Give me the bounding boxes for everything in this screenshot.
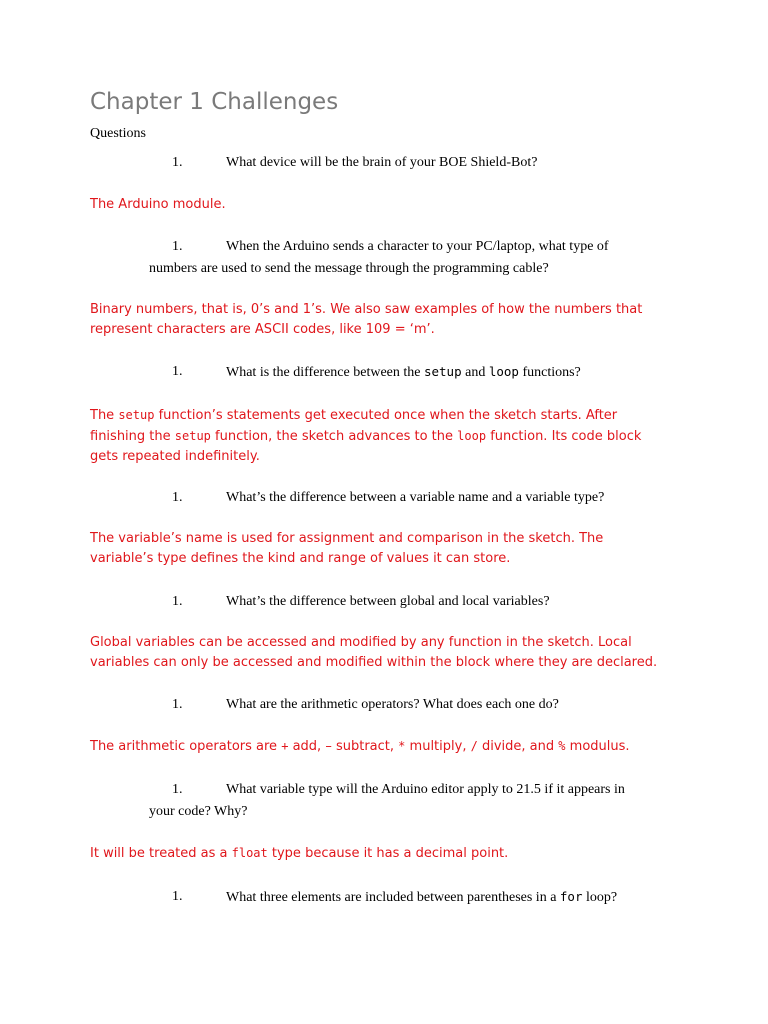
question-text-part: What is the difference between the: [226, 365, 421, 380]
answer-text-part: function’s statements get executed once when the sketch starts. After: [158, 408, 618, 423]
question-6: [0, 697, 768, 717]
answer-line-1: The variable’s name is used for assignment and comparison in the sketch. The: [90, 531, 604, 546]
answer-text-part: multiply,: [409, 739, 467, 754]
answer-text-part: function. Its code block: [490, 429, 642, 444]
answer-line-1: [90, 736, 690, 757]
answer-line-1: [90, 843, 690, 864]
answer-text-part: type because it has a decimal point.: [271, 846, 509, 861]
answer-3: [90, 405, 690, 467]
answer-text-part: divide, and: [481, 739, 555, 754]
answer-line-2: [90, 426, 690, 447]
code-setup: setup: [118, 408, 155, 422]
question-8: [0, 889, 768, 909]
answer-text-part: modulus.: [569, 739, 630, 754]
answer-2: [90, 300, 690, 340]
code-multiply: *: [398, 739, 406, 753]
answer-line-2: variable’s type defines the kind and range of values it can store.: [90, 551, 511, 566]
answer-text-part: It will be treated as a: [90, 846, 228, 861]
question-text-line-2: numbers are used to send the message through the programming cable?: [149, 261, 549, 276]
question-3: [0, 364, 768, 384]
question-text: What are the arithmetic operators? What does each one do?: [226, 697, 559, 712]
code-plus: +: [281, 739, 289, 753]
question-text-line-1: When the Arduino sends a character to your PC/laptop, what type of: [226, 239, 609, 254]
answer-text-part: finishing the: [90, 429, 171, 444]
answer-line-1: Global variables can be accessed and modified by any function in the sketch. Local: [90, 635, 632, 650]
code-for: for: [559, 889, 583, 904]
answer-1: [90, 195, 690, 215]
answer-line-1: Binary numbers, that is, 0’s and 1’s. We also saw examples of how the numbers that: [90, 302, 643, 317]
code-setup: setup: [423, 364, 462, 379]
code-divide: /: [470, 739, 478, 753]
question-text: What’s the difference between global and local variables?: [226, 594, 550, 609]
code-modulus: %: [558, 739, 566, 753]
question-text: [226, 364, 581, 381]
answer-text-part: subtract,: [335, 739, 395, 754]
question-number: 1.: [172, 364, 183, 379]
code-setup: setup: [174, 429, 211, 443]
question-number: 1.: [172, 782, 183, 797]
question-text-line-2: your code? Why?: [149, 804, 248, 819]
answer-text: The Arduino module.: [90, 197, 226, 212]
page-title: Chapter 1 Challenges: [90, 89, 339, 115]
code-loop: loop: [457, 429, 487, 443]
question-number: 1.: [172, 490, 183, 505]
question-text: What device will be the brain of your BOE Shield-Bot?: [226, 155, 538, 170]
answer-text-part: The: [90, 408, 115, 423]
question-text-part: What three elements are included between parentheses in a: [226, 890, 557, 905]
question-text-line-1: What variable type will the Arduino editor apply to 21.5 if it appears in: [226, 782, 625, 797]
question-5: [0, 594, 768, 614]
question-number: 1.: [172, 155, 183, 170]
answer-line-2: variables can only be accessed and modified within the block where they are declared.: [90, 655, 658, 670]
question-number: 1.: [172, 697, 183, 712]
answer-line-2: represent characters are ASCII codes, like 109 = ‘m’.: [90, 322, 435, 337]
section-heading: Questions: [90, 126, 146, 141]
question-number: 1.: [172, 239, 183, 254]
question-2: [0, 239, 768, 283]
question-4: [0, 490, 768, 510]
question-number: 1.: [172, 889, 183, 904]
question-text-part: functions?: [522, 365, 581, 380]
answer-4: [90, 529, 690, 569]
answer-text-part: The arithmetic operators are: [90, 739, 278, 754]
answer-line-3: gets repeated indefinitely.: [90, 449, 260, 464]
question-text: What’s the difference between a variable name and a variable type?: [226, 490, 605, 505]
question-text: [226, 889, 617, 906]
answer-text-part: function, the sketch advances to the: [215, 429, 454, 444]
answer-7: [90, 843, 690, 864]
answer-6: [90, 736, 690, 757]
question-number: 1.: [172, 594, 183, 609]
code-float: float: [231, 846, 268, 860]
question-7: [0, 782, 768, 826]
question-text-part: and: [465, 365, 486, 380]
code-loop: loop: [488, 364, 519, 379]
answer-line-1: [90, 405, 690, 426]
answer-5: [90, 633, 690, 673]
answer-text-part: add, –: [292, 739, 332, 754]
question-1: [0, 155, 768, 175]
question-text-part: loop?: [585, 890, 618, 905]
